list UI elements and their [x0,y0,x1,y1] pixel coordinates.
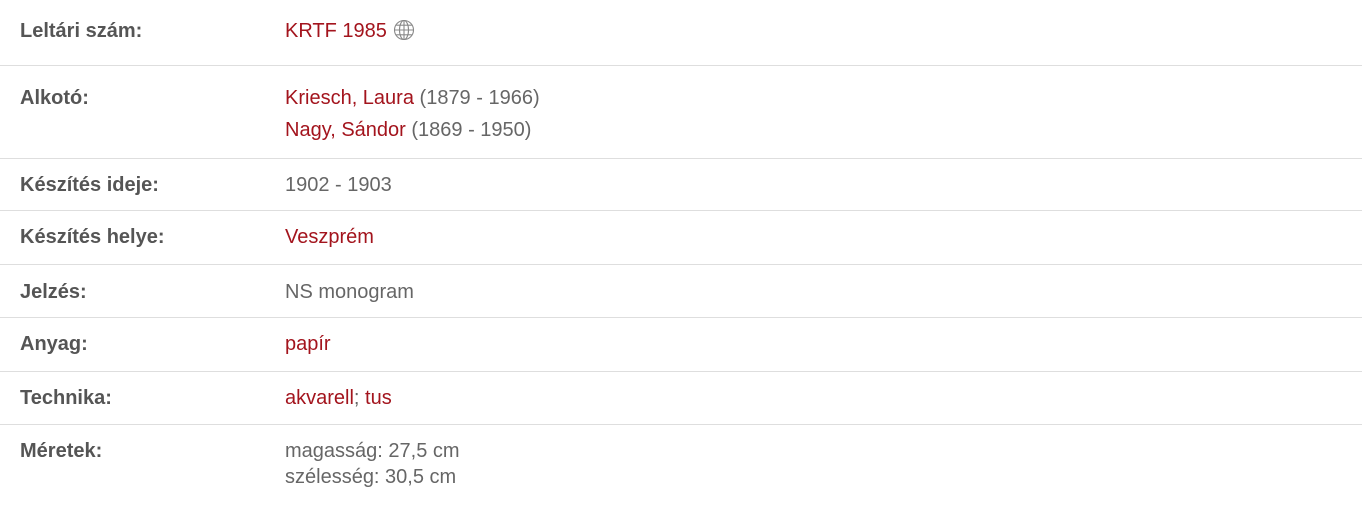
creation-place-link[interactable]: Veszprém [285,226,374,248]
row-creation-place [0,211,1362,265]
creator-years: (1869 - 1950) [411,119,532,141]
marking-label: Jelzés: [20,281,87,303]
technique-link-tus[interactable]: tus [365,387,392,409]
creator-years: (1879 - 1966) [419,87,540,109]
dimensions-label: Méretek: [20,440,103,462]
technique-link-akvarell[interactable]: akvarell [285,387,354,409]
row-technique [0,372,1362,425]
creator-label: Alkotó: [20,87,89,109]
dimension-width: szélesség: 30,5 cm [285,466,457,488]
technique-separator: ; [353,387,366,409]
creator-item [285,117,1362,143]
marking-value: NS monogram [285,281,414,303]
creator-value [285,85,1362,143]
creator-item [285,85,1362,111]
creation-place-value [285,224,1362,250]
row-creation-date [0,159,1362,211]
globe-icon[interactable] [393,19,415,41]
row-material [0,318,1362,372]
material-value [285,331,1362,357]
creation-date-label: Készítés ideje: [20,174,159,196]
creation-place-label: Készítés helye: [20,226,165,248]
dimensions-value [285,438,1362,490]
creator-link-kriesch[interactable]: Kriesch, Laura [285,87,414,109]
technique-value [285,385,1362,411]
row-dimensions [0,425,1362,510]
dimension-height: magasság: 27,5 cm [285,440,460,462]
row-marking [0,265,1362,318]
creator-link-nagy[interactable]: Nagy, Sándor [285,119,406,141]
technique-label: Technika: [20,387,112,409]
inventory-number-label: Leltári szám: [20,20,143,42]
row-inventory-number [0,0,1362,66]
row-creator [0,66,1362,159]
material-link[interactable]: papír [285,333,331,355]
creation-date-value: 1902 - 1903 [285,174,392,196]
inventory-number-value [285,18,1362,44]
inventory-number-link[interactable]: KRTF 1985 [285,20,387,42]
material-label: Anyag: [20,333,88,355]
